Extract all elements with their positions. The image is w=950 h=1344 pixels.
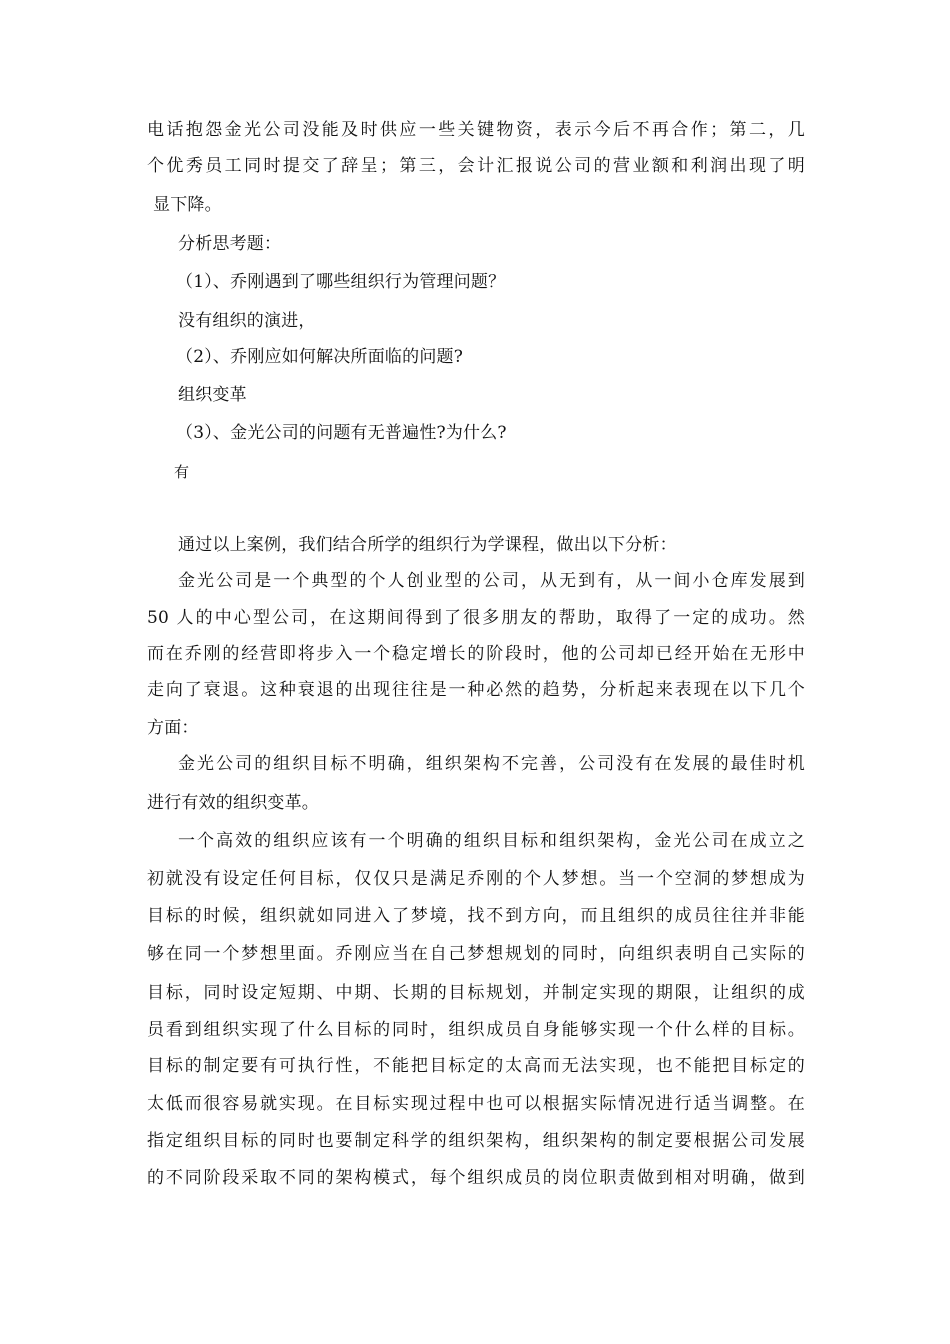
body-text-line: 金光公司是一个典型的个人创业型的公司，从无到有，从一间小仓库发展到 xyxy=(178,571,805,591)
answer-3: 有 xyxy=(174,463,190,481)
body-text-line: 金光公司的组织目标不明确，组织架构不完善，公司没有在发展的最佳时机 xyxy=(178,754,805,774)
question-1: （1）、乔刚遇到了哪些组织行为管理问题？ xyxy=(176,272,506,292)
body-text-line: 进行有效的组织变革。 xyxy=(147,793,319,813)
question-2: （2）、乔刚应如何解决所面临的问题? xyxy=(176,347,464,367)
body-text-line: 初就没有设定任何目标，仅仅只是满足乔刚的个人梦想。当一个空洞的梦想成为 xyxy=(147,869,805,889)
body-text-line: 目标的制定要有可执行性，不能把目标定的太高而无法实现，也不能把目标定的 xyxy=(147,1056,805,1076)
body-text-line: 太低而很容易就实现。在目标实现过程中也可以根据实际情况进行适当调整。在 xyxy=(147,1094,805,1114)
body-text-line: 方面： xyxy=(147,718,199,738)
questions-heading: 分析思考题： xyxy=(178,234,282,254)
body-text-line: 够在同一个梦想里面。乔刚应当在自己梦想规划的同时，向组织表明自己实际的 xyxy=(147,944,805,964)
answer-2: 组织变革 xyxy=(178,385,247,405)
body-text-line: 指定组织目标的同时也要制定科学的组织架构，组织架构的制定要根据公司发展 xyxy=(147,1131,805,1151)
body-text-line: 的不同阶段采取不同的架构模式，每个组织成员的岗位职责做到相对明确，做到 xyxy=(147,1168,805,1188)
body-text-line: 一个高效的组织应该有一个明确的组织目标和组织架构，金光公司在成立之 xyxy=(178,831,805,851)
body-text-line: 而在乔刚的经营即将步入一个稳定增长的阶段时，他的公司却已经开始在无形中 xyxy=(147,644,805,664)
body-text-line: 个优秀员工同时提交了辞呈；第三，会计汇报说公司的营业额和利润出现了明 xyxy=(147,156,805,176)
body-text-line: 目标的时候，组织就如同进入了梦境，找不到方向，而且组织的成员往往并非能 xyxy=(147,906,805,926)
question-3: （3）、金光公司的问题有无普遍性?为什么? xyxy=(176,423,507,443)
body-text-line: 电话抱怨金光公司没能及时供应一些关键物资，表示今后不再合作；第二，几 xyxy=(147,120,805,140)
body-text-line: 目标，同时设定短期、中期、长期的目标规划，并制定实现的期限，让组织的成 xyxy=(147,983,805,1003)
body-text-line: 50 人的中心型公司，在这期间得到了很多朋友的帮助，取得了一定的成功。然 xyxy=(147,608,805,628)
body-text-line: 员看到组织实现了什么目标的同时，组织成员自身能够实现一个什么样的目标。 xyxy=(147,1020,805,1040)
body-text-line: 走向了衰退。这种衰退的出现往往是一种必然的趋势，分析起来表现在以下几个 xyxy=(147,680,805,700)
analysis-intro: 通过以上案例，我们结合所学的组织行为学课程，做出以下分析： xyxy=(178,535,677,555)
body-text-line: 显下降。 xyxy=(153,195,222,215)
answer-1: 没有组织的演进， xyxy=(178,311,316,331)
